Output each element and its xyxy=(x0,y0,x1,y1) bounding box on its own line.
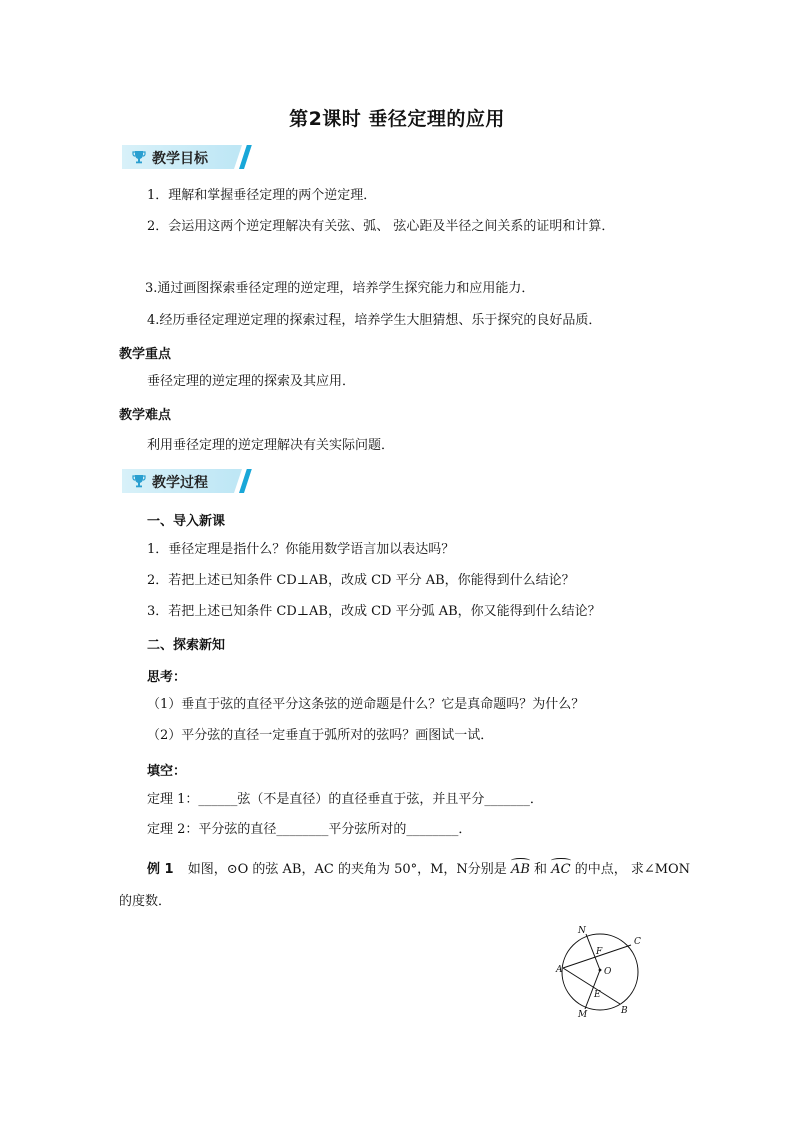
label-e: E xyxy=(594,990,601,1000)
label-o: O xyxy=(604,967,612,977)
trophy-icon xyxy=(132,474,146,488)
key-point-heading: 教学重点 xyxy=(119,347,172,362)
example-text-b: 和 xyxy=(534,862,548,877)
objectives-heading: 教学目标 xyxy=(152,151,208,167)
label-a: A xyxy=(556,965,563,975)
objective-item: 1．理解和掌握垂径定理的两个逆定理． xyxy=(147,188,377,203)
example-line xyxy=(147,861,690,879)
objective-item: 2．会运用这两个逆定理解决有关弦、弧、 弦心距及半径之间关系的证明和计算． xyxy=(147,219,615,234)
part1-item: 2．若把上述已知条件 CD⊥AB，改成 CD 平分 AB，你能得到什么结论？ xyxy=(147,573,575,588)
fill-item: 定理 1：______弦（不是直径）的直径垂直于弦，并且平分_______． xyxy=(147,792,543,807)
label-f: F xyxy=(596,947,603,957)
part1-item: 3．若把上述已知条件 CD⊥AB，改成 CD 平分弧 AB，你又能得到什么结论？ xyxy=(147,604,601,619)
trophy-icon xyxy=(132,150,146,164)
example-text-d: 的度数． xyxy=(119,894,172,909)
difficulty-heading: 教学难点 xyxy=(119,408,172,423)
objectives-banner xyxy=(122,145,252,169)
process-banner xyxy=(122,469,252,493)
process-heading: 教学过程 xyxy=(152,475,208,491)
fill-item: 定理 2：平分弦的直径________平分弦所对的________． xyxy=(147,822,472,837)
label-m: M xyxy=(578,1010,588,1020)
key-point-text: 垂径定理的逆定理的探索及其应用． xyxy=(147,374,356,389)
circle-figure xyxy=(548,922,678,1022)
label-b: B xyxy=(621,1006,628,1016)
fill-label: 填空： xyxy=(147,764,187,779)
think-item: （1）垂直于弦的直径平分这条弦的逆命题是什么？它是真命题吗？为什么？ xyxy=(147,697,585,712)
arc-ac: AC xyxy=(551,862,571,877)
part1-heading: 一、导入新课 xyxy=(147,514,226,529)
objective-item: 4.经历垂径定理逆定理的探索过程，培养学生大胆猜想、乐于探究的良好品质． xyxy=(147,313,602,328)
example-text-a: 如图，⊙O 的弦 AB，AC 的夹角为 50°，M，N分别是 xyxy=(187,862,507,877)
page-title: 第2课时 垂径定理的应用 xyxy=(289,108,505,130)
arc-ab: AB xyxy=(510,862,530,877)
label-c: C xyxy=(634,937,641,947)
example-text-c: 的中点， 求∠MON xyxy=(574,862,691,877)
difficulty-text: 利用垂径定理的逆定理解决有关实际问题． xyxy=(147,438,395,453)
part1-item: 1．垂径定理是指什么？你能用数学语言加以表达吗？ xyxy=(147,542,455,557)
example-label: 例 1 xyxy=(147,862,174,877)
think-item: （2）平分弦的直径一定垂直于弧所对的弦吗？画图试一试． xyxy=(147,728,494,743)
objective-item: 3.通过画图探索垂径定理的逆定理，培养学生探究能力和应用能力． xyxy=(145,281,535,296)
chord-ab xyxy=(563,968,620,1004)
part2-heading: 二、探索新知 xyxy=(147,638,226,653)
think-label: 思考： xyxy=(147,670,187,685)
label-n: N xyxy=(578,926,586,936)
